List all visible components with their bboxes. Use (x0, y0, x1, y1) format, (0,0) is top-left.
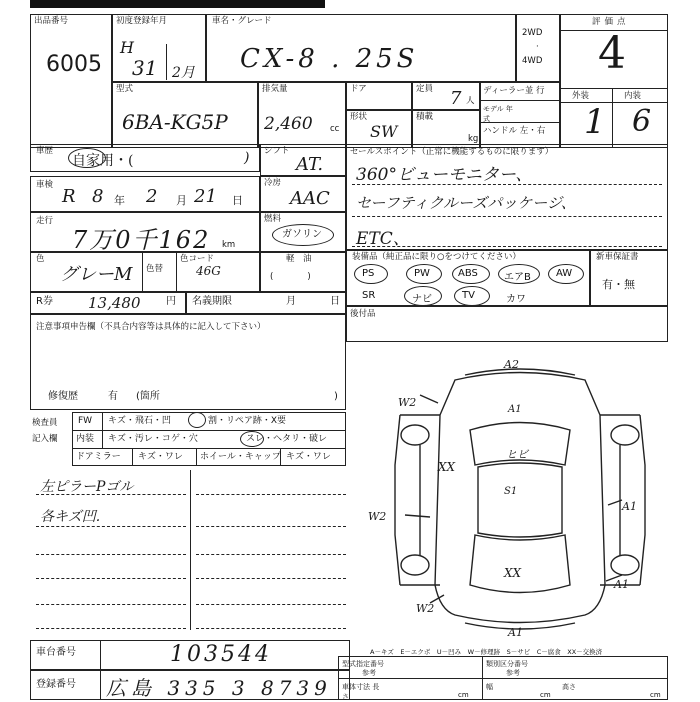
mileage-label: 走行 (36, 216, 54, 226)
equip-pw: PW (414, 268, 430, 279)
mileage-value: 7万0千162 (72, 226, 211, 254)
mark-crack: ヒビ (506, 448, 528, 461)
recycle-label: R券 (36, 296, 53, 307)
color-code-value: 46G (196, 264, 221, 278)
aircon-label: 冷房 (264, 178, 282, 188)
rating-ext-label: 外装 (572, 91, 590, 101)
sales-point-1: 360°ビューモニター、 (356, 165, 533, 185)
equipment-label: 装備品（純正品に限り○をつけてください） (352, 252, 521, 262)
aircon-value: AAC (290, 188, 330, 209)
width-label: 幅 (486, 683, 493, 691)
capacity-unit: 人 (466, 96, 475, 106)
displacement-unit: cc (330, 124, 340, 134)
inspection-era: R (62, 186, 76, 207)
sales-points-label: セールスポイント（正常に機能するものに限ります） (350, 147, 554, 157)
airbag-circle (498, 264, 540, 284)
load-unit: kg (468, 134, 479, 144)
warranty-value: 有・無 (602, 278, 635, 291)
afterparts-label: 後付品 (350, 309, 376, 319)
warranty-label: 新車保証書 (596, 252, 639, 262)
recycle-unit: 円 (166, 296, 176, 307)
color-change-label: 色替 (146, 264, 164, 274)
mark-xx-rear: XX (504, 566, 522, 580)
rating-ext-value: 1 (584, 102, 606, 142)
doors-label: ドア (350, 84, 367, 94)
handwritten-note-1: 左ピラーPゴル (40, 479, 134, 495)
history-box (30, 144, 260, 172)
inspection-month: 2 (146, 186, 158, 207)
color-label: 色 (36, 254, 45, 264)
inspection-label: 車検 (36, 180, 54, 190)
model-value: 6BA-KG5P (122, 110, 228, 134)
afterparts-box (346, 306, 668, 342)
color-code-label: 色コード (180, 254, 215, 264)
abs-circle (452, 264, 490, 284)
first-reg-label: 初度登録年月 (116, 16, 168, 26)
mark-s1-roof: S1 (504, 486, 518, 497)
plate-value: 広島 335 3 8739 (106, 676, 332, 700)
load-label: 積載 (416, 112, 434, 122)
pw-circle (406, 264, 442, 284)
tv-circle (454, 286, 490, 306)
rating-score: 4 (598, 28, 626, 79)
checks-label-2: 記入欄 (32, 434, 58, 444)
fuel-label: 燃料 (264, 214, 282, 224)
model-label: 型式 (116, 84, 134, 94)
car-name-value: CX-8 . 25S (240, 44, 419, 74)
mark-a1-right: A1 (622, 500, 637, 513)
mark-w2-front-left: W2 (398, 396, 417, 409)
mark-w2-rear-left: W2 (416, 602, 435, 615)
chassis-value: 103544 (170, 642, 272, 667)
chassis-label: 車台番号 (36, 647, 76, 658)
diesel-label: 軽 油 (286, 254, 312, 264)
lot-box (30, 14, 112, 148)
equip-aw: AW (556, 268, 573, 279)
drive-4wd: 4WD (522, 56, 543, 66)
repair-label: 修復歴 (48, 391, 78, 402)
vehicle-type-label: 車歴 (36, 146, 54, 156)
aw-circle (548, 264, 584, 284)
equip-sr: SR (362, 290, 376, 301)
equip-abs: ABS (458, 268, 478, 279)
height-label: 高さ (562, 683, 576, 691)
recycle-value: 13,480 (88, 294, 141, 312)
ps-circle (354, 264, 388, 284)
shift-value: AT. (296, 154, 324, 175)
first-reg-year: 31 (132, 56, 158, 80)
drive-2wd: 2WD (522, 28, 543, 38)
mark-xx-left: XX (438, 460, 456, 474)
first-reg-month: 2月 (172, 65, 195, 81)
shift-label: シフト (264, 146, 290, 156)
first-reg-era: H (120, 38, 134, 57)
rating-label: 評価点 (592, 17, 630, 27)
length-label: 車体寸法 長さ (342, 683, 380, 701)
equip-tv: TV (462, 290, 475, 301)
displacement-value: 2,460 (264, 114, 313, 134)
header-bar (30, 0, 325, 8)
sales-point-2: セーフティクルーズパッケージ、 (356, 194, 576, 212)
class-num-label: 類別区分番号 (486, 660, 528, 668)
body-type-value: SW (370, 122, 398, 141)
inspection-day: 21 (194, 186, 217, 207)
car-name-label: 車名・グレード (212, 16, 272, 26)
lot-label: 出品番号 (34, 16, 69, 26)
fuel-value: ガソリン (282, 229, 322, 240)
lot-number: 6005 (46, 52, 102, 77)
model-year-label: モデル 年式 (483, 105, 513, 123)
capacity-label: 定員 (416, 84, 434, 94)
rating-int-value: 6 (632, 104, 652, 139)
handle-label: ハンドル 左・右 (483, 126, 546, 136)
equip-airbag: エアB (504, 272, 531, 283)
notes-label: 注意事項申告欄（不具合内容等は具体的に記入して下さい） (36, 322, 266, 332)
repair-value: 有 (108, 391, 118, 402)
inspection-year: 8 (92, 186, 104, 207)
equip-ps: PS (362, 268, 375, 279)
equip-navi: ナビ (412, 294, 432, 305)
mark-w2-left: W2 (368, 510, 387, 523)
private-use-circle (68, 148, 106, 168)
plate-label: 登録番号 (36, 679, 76, 690)
registration-label: 名義期限 (192, 296, 232, 307)
capacity-value: 7 (450, 88, 462, 109)
model-num-label: 型式指定番号 (342, 660, 384, 668)
sales-point-3: ETC、 (356, 229, 410, 249)
rating-int-label: 内装 (624, 91, 642, 101)
mark-a1-bottom: A1 (508, 626, 523, 639)
body-type-label: 形状 (350, 112, 368, 122)
color-value: グレーM (60, 264, 133, 285)
mileage-unit: km (222, 240, 236, 250)
mark-a1-rear-right: A1 (614, 578, 629, 591)
vehicle-type-value: 自家用・( (72, 153, 134, 169)
equip-leather: カワ (506, 294, 526, 305)
navi-circle (404, 286, 442, 306)
displacement-label: 排気量 (262, 84, 288, 94)
handwritten-note-2: 各キズ凹. (40, 509, 101, 525)
checks-label-1: 検査員 (32, 418, 58, 428)
gasoline-circle (272, 224, 334, 246)
mark-a1-hood: A1 (508, 404, 522, 415)
mark-a2-top: A2 (504, 358, 519, 371)
damage-legend: A－キズ E－エクボ U－凹み W－修理跡 S－サビ C－腐食 XX－交換済 (370, 648, 603, 656)
dealer-label: ディーラー並 行 (483, 86, 545, 96)
